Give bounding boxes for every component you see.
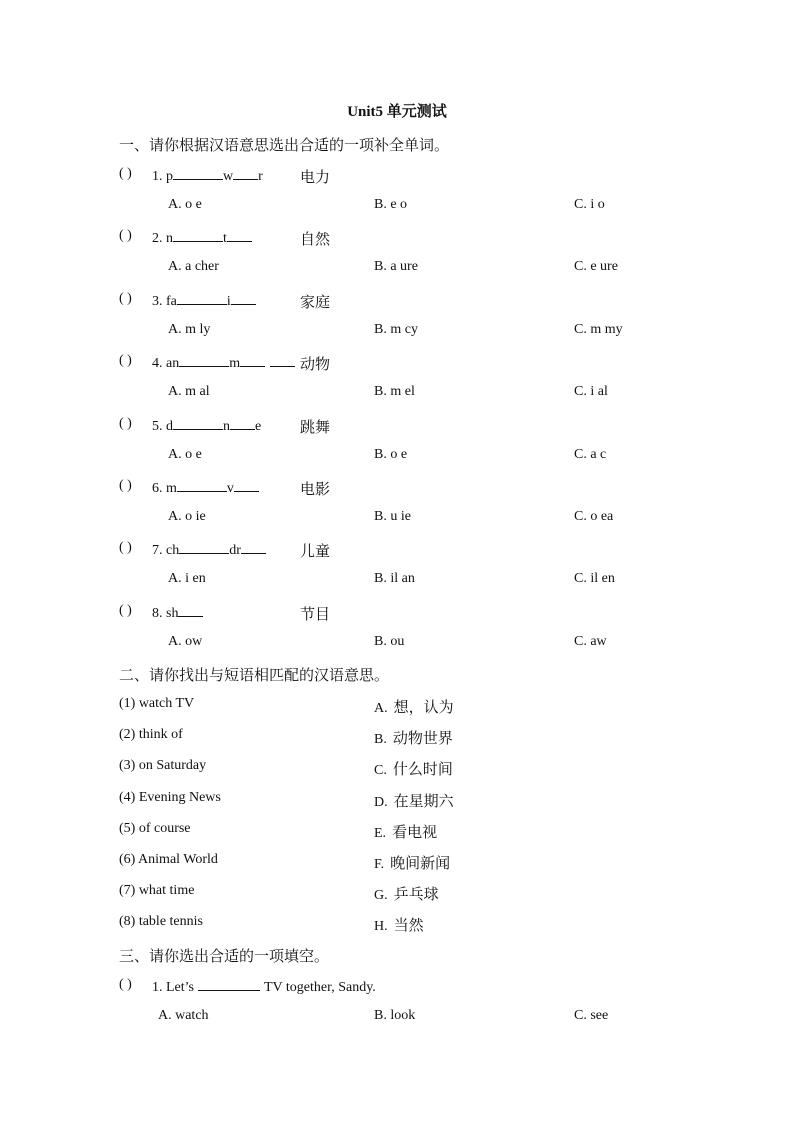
word-fragment: t bbox=[223, 231, 227, 247]
question-row bbox=[0, 353, 794, 377]
option-a[interactable]: A. i en bbox=[168, 571, 206, 587]
option-c[interactable]: C. i o bbox=[574, 197, 605, 212]
fill-blank bbox=[198, 166, 223, 180]
options-row bbox=[0, 509, 794, 533]
option-c[interactable]: C. aw bbox=[574, 633, 607, 649]
option-a[interactable]: A. m ly bbox=[168, 321, 211, 337]
chinese-meaning: 电力 bbox=[300, 168, 331, 186]
option-meaning: 晚间新闻 bbox=[390, 854, 451, 872]
option-a[interactable]: A. o e bbox=[168, 197, 202, 212]
match-row bbox=[0, 852, 794, 876]
answer-paren[interactable]: ( ) bbox=[119, 415, 132, 431]
options-row bbox=[0, 384, 794, 408]
option-b[interactable]: B. look bbox=[374, 1008, 416, 1023]
option-letter: E. bbox=[374, 825, 387, 841]
word-pattern bbox=[152, 291, 256, 310]
chinese-option[interactable] bbox=[374, 883, 439, 904]
fill-blank bbox=[230, 416, 255, 430]
sentence-start: 1. Let’s bbox=[152, 980, 194, 995]
chinese-option[interactable] bbox=[374, 821, 437, 842]
option-letter: B. bbox=[374, 732, 387, 748]
chinese-meaning: 家庭 bbox=[300, 292, 331, 311]
answer-paren[interactable]: ( ) bbox=[119, 290, 132, 306]
word-prefix: 3. fa bbox=[152, 293, 177, 309]
word-prefix: 5. d bbox=[152, 418, 173, 434]
option-letter: C. bbox=[374, 763, 387, 779]
word-prefix: 7. ch bbox=[152, 543, 180, 559]
chinese-meaning: 动物 bbox=[300, 355, 331, 374]
word-fragment: dr bbox=[229, 543, 241, 559]
options-row bbox=[0, 1008, 794, 1032]
section3-heading: 三、请你选出合适的一项填空。 bbox=[119, 947, 330, 965]
fill-blank bbox=[204, 540, 229, 554]
section2-heading: 二、请你找出与短语相匹配的汉语意思。 bbox=[119, 666, 390, 684]
fill-blank bbox=[179, 353, 204, 367]
sentence bbox=[152, 977, 376, 996]
english-phrase: (8) table tennis bbox=[119, 914, 203, 930]
question-row bbox=[0, 166, 794, 190]
options-row bbox=[0, 322, 794, 346]
question-row bbox=[0, 416, 794, 440]
word-fragment: m bbox=[229, 356, 241, 372]
option-c[interactable]: C. il en bbox=[574, 571, 615, 587]
option-meaning: 当然 bbox=[393, 916, 424, 935]
option-b[interactable]: B. o e bbox=[374, 446, 408, 462]
option-b[interactable]: B. u ie bbox=[374, 509, 411, 524]
option-b[interactable]: B. il an bbox=[374, 571, 415, 587]
word-fragment: i bbox=[226, 293, 231, 309]
match-row bbox=[0, 821, 794, 845]
fill-blank bbox=[234, 478, 259, 492]
option-letter: F. bbox=[374, 857, 385, 872]
answer-paren[interactable]: ( ) bbox=[119, 977, 132, 992]
fill-blank bbox=[227, 228, 252, 242]
option-meaning: 动物世界 bbox=[392, 729, 453, 748]
word-prefix: 2. n bbox=[152, 231, 173, 247]
option-letter: A. bbox=[374, 701, 388, 716]
word-pattern bbox=[152, 353, 295, 372]
match-row bbox=[0, 696, 794, 720]
english-phrase: (1) watch TV bbox=[119, 696, 195, 711]
answer-paren[interactable]: ( ) bbox=[119, 353, 132, 369]
answer-paren[interactable]: ( ) bbox=[119, 166, 132, 181]
word-pattern bbox=[152, 540, 266, 559]
fill-blank bbox=[178, 603, 203, 617]
word-pattern bbox=[152, 416, 261, 435]
option-meaning: 在星期六 bbox=[393, 791, 454, 810]
english-phrase: (7) what time bbox=[119, 883, 195, 899]
question-row bbox=[0, 478, 794, 502]
word-fragment: n bbox=[223, 418, 230, 434]
answer-paren[interactable]: ( ) bbox=[119, 478, 132, 493]
option-b[interactable]: B. a ure bbox=[374, 259, 418, 275]
fill-blank bbox=[198, 228, 223, 242]
fill-blank bbox=[270, 353, 295, 367]
chinese-option[interactable] bbox=[374, 727, 453, 748]
english-phrase: (3) on Saturday bbox=[119, 758, 207, 774]
option-c[interactable]: C. i al bbox=[574, 384, 608, 400]
chinese-option[interactable] bbox=[374, 852, 450, 873]
fill-blank bbox=[198, 977, 260, 991]
fill-blank bbox=[198, 416, 223, 430]
word-pattern bbox=[152, 228, 252, 247]
options-row bbox=[0, 447, 794, 471]
option-b[interactable]: B. ou bbox=[374, 633, 405, 649]
english-phrase: (6) Animal World bbox=[119, 852, 218, 867]
answer-paren[interactable]: ( ) bbox=[119, 540, 132, 556]
option-a[interactable]: A. o ie bbox=[168, 509, 206, 524]
sentence-end: TV together, Sandy. bbox=[264, 980, 376, 995]
word-prefix: 8. sh bbox=[152, 605, 179, 621]
chinese-option[interactable] bbox=[374, 790, 454, 811]
options-row bbox=[0, 571, 794, 595]
chinese-meaning: 跳舞 bbox=[300, 417, 331, 436]
fill-blank bbox=[231, 291, 256, 305]
chinese-meaning: 节目 bbox=[300, 604, 331, 623]
word-prefix: 1. p bbox=[152, 169, 173, 184]
match-row bbox=[0, 727, 794, 751]
word-pattern bbox=[152, 166, 263, 185]
match-row bbox=[0, 758, 794, 782]
option-c[interactable]: C. e ure bbox=[574, 259, 618, 275]
question-row bbox=[0, 291, 794, 315]
answer-paren[interactable]: ( ) bbox=[119, 602, 132, 618]
english-phrase: (5) of course bbox=[119, 820, 191, 836]
option-b[interactable]: B. m el bbox=[374, 384, 415, 400]
options-row bbox=[0, 634, 794, 658]
match-row bbox=[0, 790, 794, 814]
fill-blank bbox=[202, 291, 227, 305]
english-phrase: (4) Evening News bbox=[119, 789, 221, 805]
question-row bbox=[0, 977, 794, 1001]
option-b[interactable]: B. e o bbox=[374, 197, 408, 212]
option-meaning: 想，认为 bbox=[393, 698, 454, 716]
section1-heading: 一、请你根据汉语意思选出合适的一项补全单词。 bbox=[119, 136, 450, 154]
fill-blank bbox=[173, 228, 198, 242]
word-fragment: v bbox=[226, 481, 234, 496]
word-pattern bbox=[152, 478, 259, 497]
option-c[interactable]: C. a c bbox=[574, 446, 607, 462]
chinese-option[interactable] bbox=[374, 696, 454, 717]
option-a[interactable]: A. watch bbox=[158, 1008, 209, 1023]
page-title: Unit5 单元测试 bbox=[347, 104, 447, 120]
answer-paren[interactable]: ( ) bbox=[119, 228, 132, 244]
match-row bbox=[0, 914, 794, 938]
options-row bbox=[0, 259, 794, 283]
options-row bbox=[0, 197, 794, 221]
chinese-meaning: 电影 bbox=[300, 480, 331, 498]
option-a[interactable]: A. ow bbox=[168, 633, 203, 649]
option-meaning: 什么时间 bbox=[392, 760, 453, 779]
word-fragment: w bbox=[223, 169, 234, 184]
fill-blank bbox=[233, 166, 258, 180]
option-b[interactable]: B. m cy bbox=[374, 321, 418, 337]
option-meaning: 看电视 bbox=[392, 822, 438, 841]
question-row bbox=[0, 603, 794, 627]
option-a[interactable]: A. a cher bbox=[168, 259, 219, 275]
option-c[interactable]: C. see bbox=[574, 1008, 609, 1023]
chinese-option[interactable] bbox=[374, 914, 424, 935]
fill-blank bbox=[202, 478, 227, 492]
fill-blank bbox=[173, 416, 198, 430]
fill-blank bbox=[204, 353, 229, 367]
chinese-meaning: 儿童 bbox=[300, 542, 331, 561]
fill-blank bbox=[179, 540, 204, 554]
option-c[interactable]: C. m my bbox=[574, 321, 623, 337]
fill-blank bbox=[240, 353, 265, 367]
option-letter: D. bbox=[374, 794, 388, 810]
fill-blank bbox=[241, 540, 266, 554]
option-c[interactable]: C. o ea bbox=[574, 509, 614, 524]
question-row bbox=[0, 540, 794, 564]
fill-blank bbox=[177, 478, 202, 492]
option-a[interactable]: A. o e bbox=[168, 446, 202, 462]
word-prefix: 6. m bbox=[152, 481, 177, 496]
english-phrase: (2) think of bbox=[119, 727, 183, 743]
fill-blank bbox=[173, 166, 198, 180]
option-meaning: 乒乓球 bbox=[393, 885, 439, 904]
option-letter: G. bbox=[374, 888, 388, 904]
option-a[interactable]: A. m al bbox=[168, 384, 210, 400]
word-prefix: 4. an bbox=[152, 356, 180, 372]
question-row bbox=[0, 228, 794, 252]
word-fragment: r bbox=[258, 169, 263, 184]
fill-blank bbox=[177, 291, 202, 305]
chinese-meaning: 自然 bbox=[300, 230, 331, 249]
word-fragment: e bbox=[255, 418, 262, 434]
option-letter: H. bbox=[374, 919, 388, 935]
match-row bbox=[0, 883, 794, 907]
word-pattern bbox=[152, 603, 203, 622]
chinese-option[interactable] bbox=[374, 758, 453, 779]
